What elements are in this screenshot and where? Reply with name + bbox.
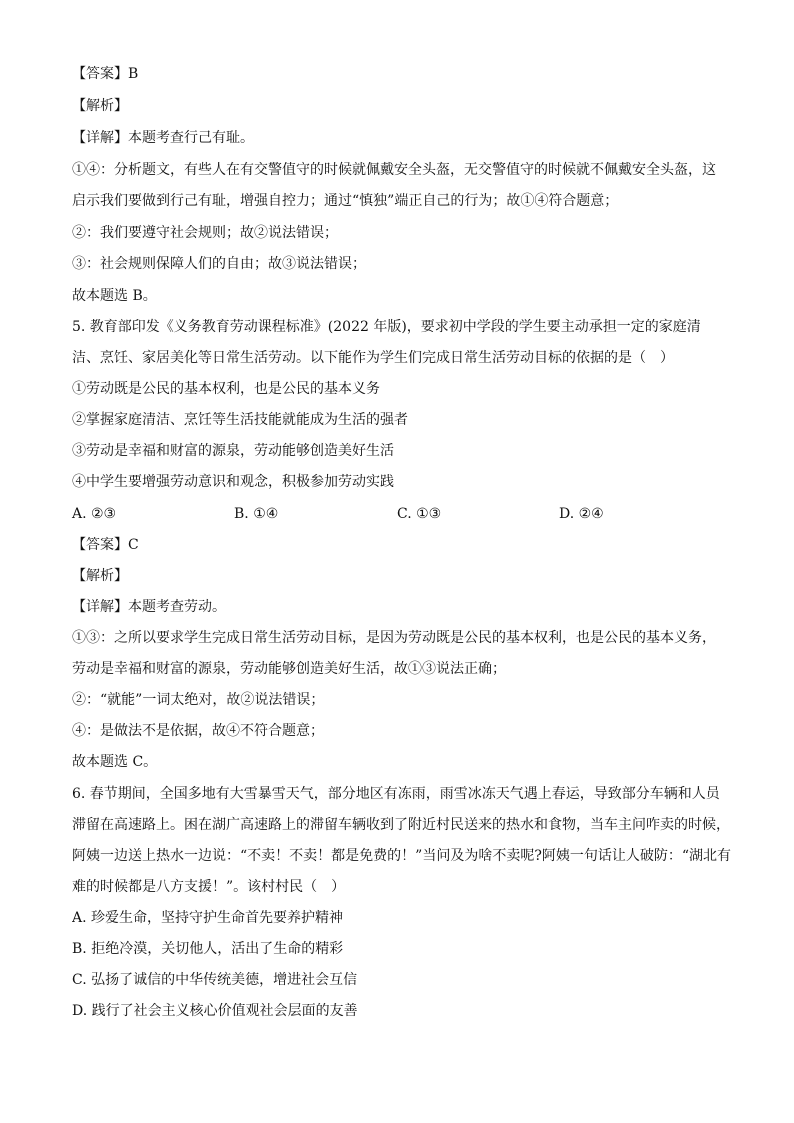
explanation-line: ②：“就能”一词太绝对，故②说法错误；: [72, 692, 325, 708]
question-5-option-c: C. ①③: [397, 506, 442, 522]
answer-label: 【答案】B: [72, 66, 139, 82]
explanation-line: 劳动是幸福和财富的源泉，劳动能够创造美好生活，故①③说法正确；: [72, 661, 506, 677]
explanation-line: 启示我们要做到行己有耻，增强自控力；通过“慎独”端正自己的行为；故①④符合题意；: [72, 193, 619, 209]
question-5-item: ④中学生要增强劳动意识和观念，积极参加劳动实践: [72, 474, 394, 490]
question-6-option-b: B. 拒绝冷漠，关切他人，活出了生命的精彩: [72, 941, 344, 957]
explanation-line: ①④：分析题文，有些人在有交警值守的时候就佩戴安全头盔，无交警值守的时候就不佩戴安全头盔，这: [72, 162, 716, 178]
question-6-stem: 阿姨一边送上热水一边说：“不卖！不卖！都是免费的！”当问及为啥不卖呢?阿姨一句话让人破防：“湖北有: [72, 848, 731, 864]
question-5-option-b: B. ①④: [234, 506, 279, 522]
explanation-line: ①③：之所以要求学生完成日常生活劳动目标，是因为劳动既是公民的基本权利，也是公民的基本义务，: [72, 630, 716, 646]
question-5-stem: 5. 教育部印发《义务教育劳动课程标准》(2022 年版)，要求初中学段的学生要主动承担一定的家庭清: [72, 319, 701, 335]
conclusion-line: 故本题选 B。: [72, 288, 157, 304]
question-6-stem: 滞留在高速路上。困在湖广高速路上的滞留车辆收到了附近村民送来的热水和食物，当车主问咋卖的时候，: [72, 817, 730, 833]
explanation-line: ②：我们要遵守社会规则；故②说法错误；: [72, 225, 338, 241]
detail-line: 【详解】本题考查行己有耻。: [72, 130, 254, 146]
question-5-option-d: D. ②④: [559, 506, 604, 522]
question-6-option-a: A. 珍爱生命，坚持守护生命首先要养护精神: [72, 910, 344, 926]
question-5-item: ②掌握家庭清洁、烹饪等生活技能就能成为生活的强者: [72, 412, 408, 428]
question-6-option-c: C. 弘扬了诚信的中华传统美德，增进社会互信: [72, 972, 358, 988]
explanation-line: ③：社会规则保障人们的自由；故③说法错误；: [72, 256, 366, 272]
question-6-option-d: D. 践行了社会主义核心价值观社会层面的友善: [72, 1003, 358, 1019]
answer-label: 【答案】C: [72, 537, 139, 553]
question-6-stem: 6. 春节期间，全国多地有大雪暴雪天气，部分地区有冻雨，雨雪冰冻天气遇上春运，导致部分车辆和人员: [72, 786, 720, 802]
conclusion-line: 故本题选 C。: [72, 754, 158, 770]
question-5-option-a: A. ②③: [72, 506, 117, 522]
question-5-item: ③劳动是幸福和财富的源泉，劳动能够创造美好生活: [72, 443, 394, 459]
question-5-stem: 洁、烹饪、家居美化等日常生活劳动。以下能作为学生们完成日常生活劳动目标的依据的是（ ）: [72, 350, 674, 366]
analysis-label: 【解析】: [72, 98, 128, 114]
question-5-item: ①劳动既是公民的基本权利，也是公民的基本义务: [72, 381, 380, 397]
question-6-stem: 难的时候都是八方支援！”。该村村民（ ）: [72, 879, 346, 895]
analysis-label: 【解析】: [72, 568, 128, 584]
detail-line: 【详解】本题考查劳动。: [72, 599, 226, 615]
explanation-line: ④：是做法不是依据，故④不符合题意；: [72, 723, 324, 739]
